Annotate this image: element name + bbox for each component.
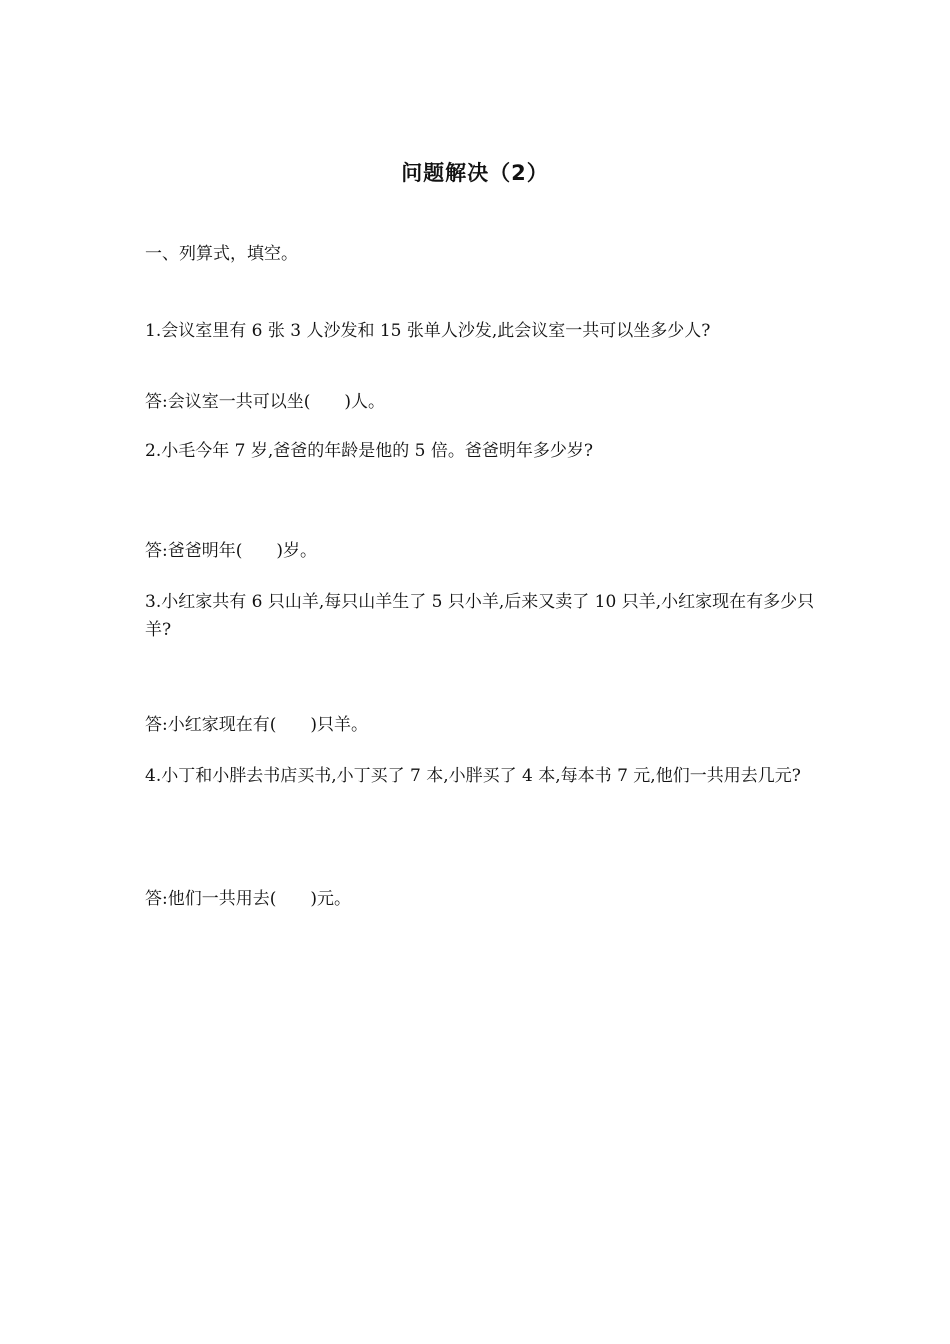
question-2: 2.小毛今年 7 岁,爸爸的年龄是他的 5 倍。爸爸明年多少岁? — [145, 441, 593, 461]
question-4: 4.小丁和小胖去书店买书,小丁买了 7 本,小胖买了 4 本,每本书 7 元,他们一共用去几元? — [145, 766, 801, 786]
answer-line-3: 答:小红家现在有( )只羊。 — [145, 715, 368, 735]
section-heading: 一、列算式，填空。 — [145, 244, 298, 264]
question-1: 1.会议室里有 6 张 3 人沙发和 15 张单人沙发,此会议室一共可以坐多少人? — [145, 321, 711, 341]
answer-line-2: 答:爸爸明年( )岁。 — [145, 541, 317, 561]
page-title: 问题解决（2） — [401, 161, 549, 185]
answer-line-1: 答:会议室一共可以坐( )人。 — [145, 392, 385, 412]
answer-line-4: 答:他们一共用去( )元。 — [145, 889, 351, 909]
question-3: 3.小红家共有 6 只山羊,每只山羊生了 5 只小羊,后来又卖了 10 只羊,小红家现在有多少只羊? — [145, 592, 815, 640]
